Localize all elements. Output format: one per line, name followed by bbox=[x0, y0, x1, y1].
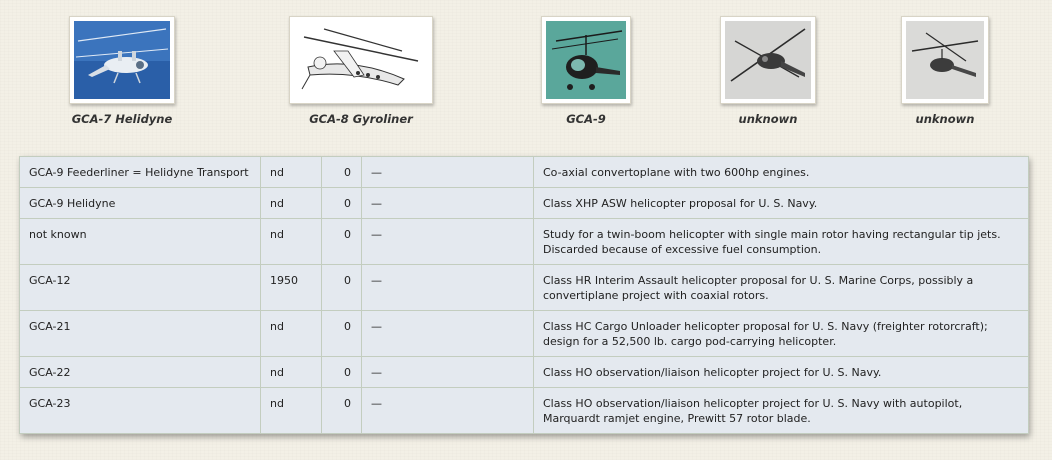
gyroliner-drawing bbox=[294, 21, 428, 99]
project-name: GCA-12 bbox=[20, 265, 261, 311]
helicopter-photo-gray bbox=[725, 21, 811, 99]
project-count: 0 bbox=[322, 357, 362, 388]
gallery-caption: GCA-9 bbox=[566, 112, 606, 126]
table-row bbox=[20, 311, 1029, 357]
project-name: GCA-9 Feederliner = Helidyne Transport bbox=[20, 157, 261, 188]
gallery-thumb-unknown-1[interactable] bbox=[720, 16, 816, 104]
project-year: nd bbox=[261, 357, 322, 388]
project-count: 0 bbox=[322, 157, 362, 188]
table-row bbox=[20, 219, 1029, 265]
table-row bbox=[20, 157, 1029, 188]
table-row bbox=[20, 388, 1029, 434]
project-description: Co-axial convertoplane with two 600hp engines. bbox=[534, 157, 1029, 188]
project-year: nd bbox=[261, 188, 322, 219]
gallery-caption: unknown bbox=[915, 112, 975, 126]
projects-table bbox=[19, 156, 1028, 434]
project-description: Class HC Cargo Unloader helicopter proposal for U. S. Navy (freighter rotorcraft); design for a 52,500 lb. cargo pod-carrying helicopter. bbox=[534, 311, 1029, 357]
project-name: not known bbox=[20, 219, 261, 265]
project-year: nd bbox=[261, 388, 322, 434]
project-count: 0 bbox=[322, 388, 362, 434]
gallery-caption: unknown bbox=[738, 112, 798, 126]
gallery-thumb-gca7[interactable] bbox=[69, 16, 175, 104]
gallery-caption: GCA-7 Helidyne bbox=[71, 112, 173, 126]
project-mark: — bbox=[362, 311, 534, 357]
project-name: GCA-21 bbox=[20, 311, 261, 357]
project-year: nd bbox=[261, 219, 322, 265]
project-description: Class HO observation/liaison helicopter project for U. S. Navy with autopilot, Marquardt ramjet engine, Prewitt 57 rotor blade. bbox=[534, 388, 1029, 434]
gallery-caption: GCA-8 Gyroliner bbox=[309, 112, 413, 126]
project-year: 1950 bbox=[261, 265, 322, 311]
project-mark: — bbox=[362, 357, 534, 388]
project-name: GCA-22 bbox=[20, 357, 261, 388]
project-mark: — bbox=[362, 188, 534, 219]
project-mark: — bbox=[362, 157, 534, 188]
project-year: nd bbox=[261, 311, 322, 357]
gallery-thumb-unknown-2[interactable] bbox=[901, 16, 989, 104]
project-description: Class XHP ASW helicopter proposal for U. S. Navy. bbox=[534, 188, 1029, 219]
project-description: Class HO observation/liaison helicopter project for U. S. Navy. bbox=[534, 357, 1029, 388]
gallery-thumb-gca9[interactable] bbox=[541, 16, 631, 104]
image-gallery bbox=[0, 0, 1052, 140]
project-count: 0 bbox=[322, 219, 362, 265]
project-mark: — bbox=[362, 219, 534, 265]
project-mark: — bbox=[362, 388, 534, 434]
helicopter-photo-teal bbox=[546, 21, 626, 99]
table-row bbox=[20, 265, 1029, 311]
project-description: Class HR Interim Assault helicopter proposal for U. S. Marine Corps, possibly a convertiplane project with coaxial rotors. bbox=[534, 265, 1029, 311]
project-count: 0 bbox=[322, 311, 362, 357]
project-year: nd bbox=[261, 157, 322, 188]
helicopter-photo-blue bbox=[74, 21, 170, 99]
table-row bbox=[20, 188, 1029, 219]
helicopter-photo-gray bbox=[906, 21, 984, 99]
gallery-thumb-gca8[interactable] bbox=[289, 16, 433, 104]
project-name: GCA-9 Helidyne bbox=[20, 188, 261, 219]
project-mark: — bbox=[362, 265, 534, 311]
project-count: 0 bbox=[322, 188, 362, 219]
project-description: Study for a twin-boom helicopter with single main rotor having rectangular tip jets. Discarded because of excessive fuel consumption. bbox=[534, 219, 1029, 265]
table-row bbox=[20, 357, 1029, 388]
project-name: GCA-23 bbox=[20, 388, 261, 434]
project-count: 0 bbox=[322, 265, 362, 311]
